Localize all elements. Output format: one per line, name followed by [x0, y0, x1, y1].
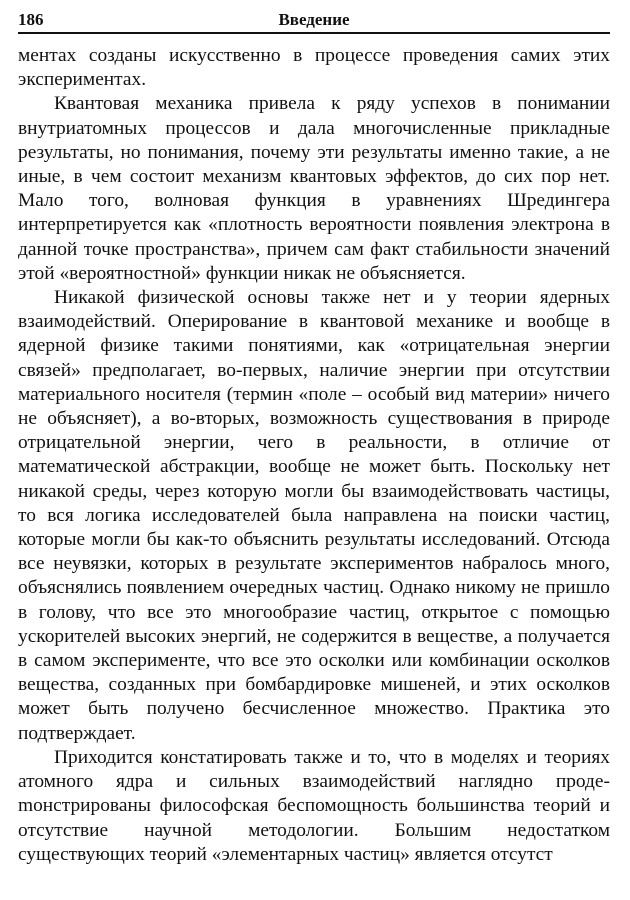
paragraph-quantum-mechanics: Квантовая механика привела к ряду успехов в понимании внутриатомных процессов и дала многочисленные прикладные результаты, но понимания, почему эти результаты именно такие, а не иные, в чем состоит механизм квантовых эффектов, до сих пор нет. Мало того, волновая функция в уравнениях Шредингера интерпретируется как «плотность вероятности появления электрона в данной точке пространства», причем сам факт стабильности значений этой «вероятностной» функции никак не объясняется. — [18, 93, 610, 284]
paragraph-nuclear-interactions: Никакой физической основы также нет и у теории ядерных взаимодействий. Оперирование в квантовой механике и вообще в ядерной физике такими понятиями, как «отрицательная энергии связей» предполагает, во-первых, наличие энергии при отсутствии материального носителя (термин «поле – особый вид материи» ничего не объясняет), а во-вторых, возможность существования в природе отрицательной энергии, чего в реальности, в отличие от математической абстракции, вообще не может быть. Поскольку нет никакой среды, через которую могли бы взаимодействовать частицы, то вся логика исследователей была направлена на поиски частиц, которые могли бы как-то объяснить результаты исследований. Отсюда все неувязки, которых в результате экспериментов набралось много, объяснялись появлением очередных частиц. Однако никому не пришло в голову, что все это многообразие частиц, открытое с помощью ускорителей высоких энергий, не содержится в веществе, а получается в самом эксперименте, что все это осколки или комбинации осколков вещества, созданных при бомбардировке мишеней, и этих осколков может быть получено бесчисленное множество. Практика это подтверждает. — [18, 287, 610, 744]
book-page — [18, 8, 610, 892]
section-title: Введение — [278, 10, 350, 29]
paragraph-continuation: ментах созданы искусственно в процессе проведения самих этих экспериментах. — [18, 45, 610, 91]
page-number: 186 — [18, 10, 44, 29]
running-head — [18, 8, 610, 34]
body-text — [18, 44, 610, 867]
paragraph-nuclear-models: Приходится констатировать также и то, что в моделях и теориях атомного ядра и сильных взаимодействий наглядно продеmонстрированы философская беспомощность большинства теорий и отсутствие научной методологии. Большим недостатком существующих теорий «элементарных частиц» является отсутст — [18, 746, 610, 865]
